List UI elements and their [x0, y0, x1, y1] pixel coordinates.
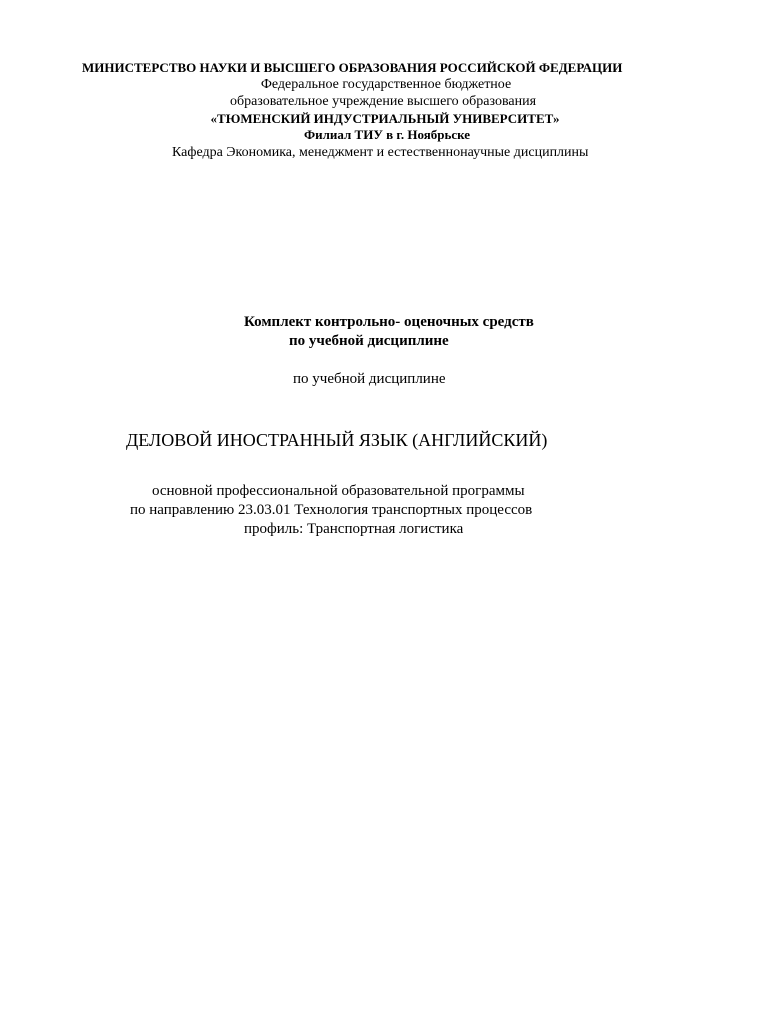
university-name: «ТЮМЕНСКИЙ ИНДУСТРИАЛЬНЫЙ УНИВЕРСИТЕТ»	[210, 111, 560, 126]
ministry-heading: МИНИСТЕРСТВО НАУКИ И ВЫСШЕГО ОБРАЗОВАНИЯ РОССИЙСКОЙ ФЕДЕРАЦИИ	[82, 60, 623, 75]
program-line-1: основной профессиональной образовательной программы	[152, 483, 525, 499]
branch-name: Филиал ТИУ в г. Ноябрьске	[303, 127, 471, 142]
discipline-prefix: по учебной дисциплине	[293, 371, 446, 387]
institution-type-line-1: Федеральное государственное бюджетное	[260, 77, 512, 92]
kit-title: Комплект контрольно- оценочных средств	[244, 314, 534, 330]
department-name: Кафедра Экономика, менеджмент и естественнонаучные дисциплины	[172, 145, 589, 160]
institution-type-line-2: образовательное учреждение высшего образования	[229, 94, 537, 109]
kit-subtitle: по учебной дисциплине	[289, 333, 449, 349]
program-profile: профиль: Транспортная логистика	[244, 521, 464, 537]
program-line-2: по направлению 23.03.01 Технология транспортных процессов	[130, 502, 533, 518]
discipline-name: ДЕЛОВОЙ ИНОСТРАННЫЙ ЯЗЫК (АНГЛИЙСКИЙ)	[126, 430, 548, 450]
